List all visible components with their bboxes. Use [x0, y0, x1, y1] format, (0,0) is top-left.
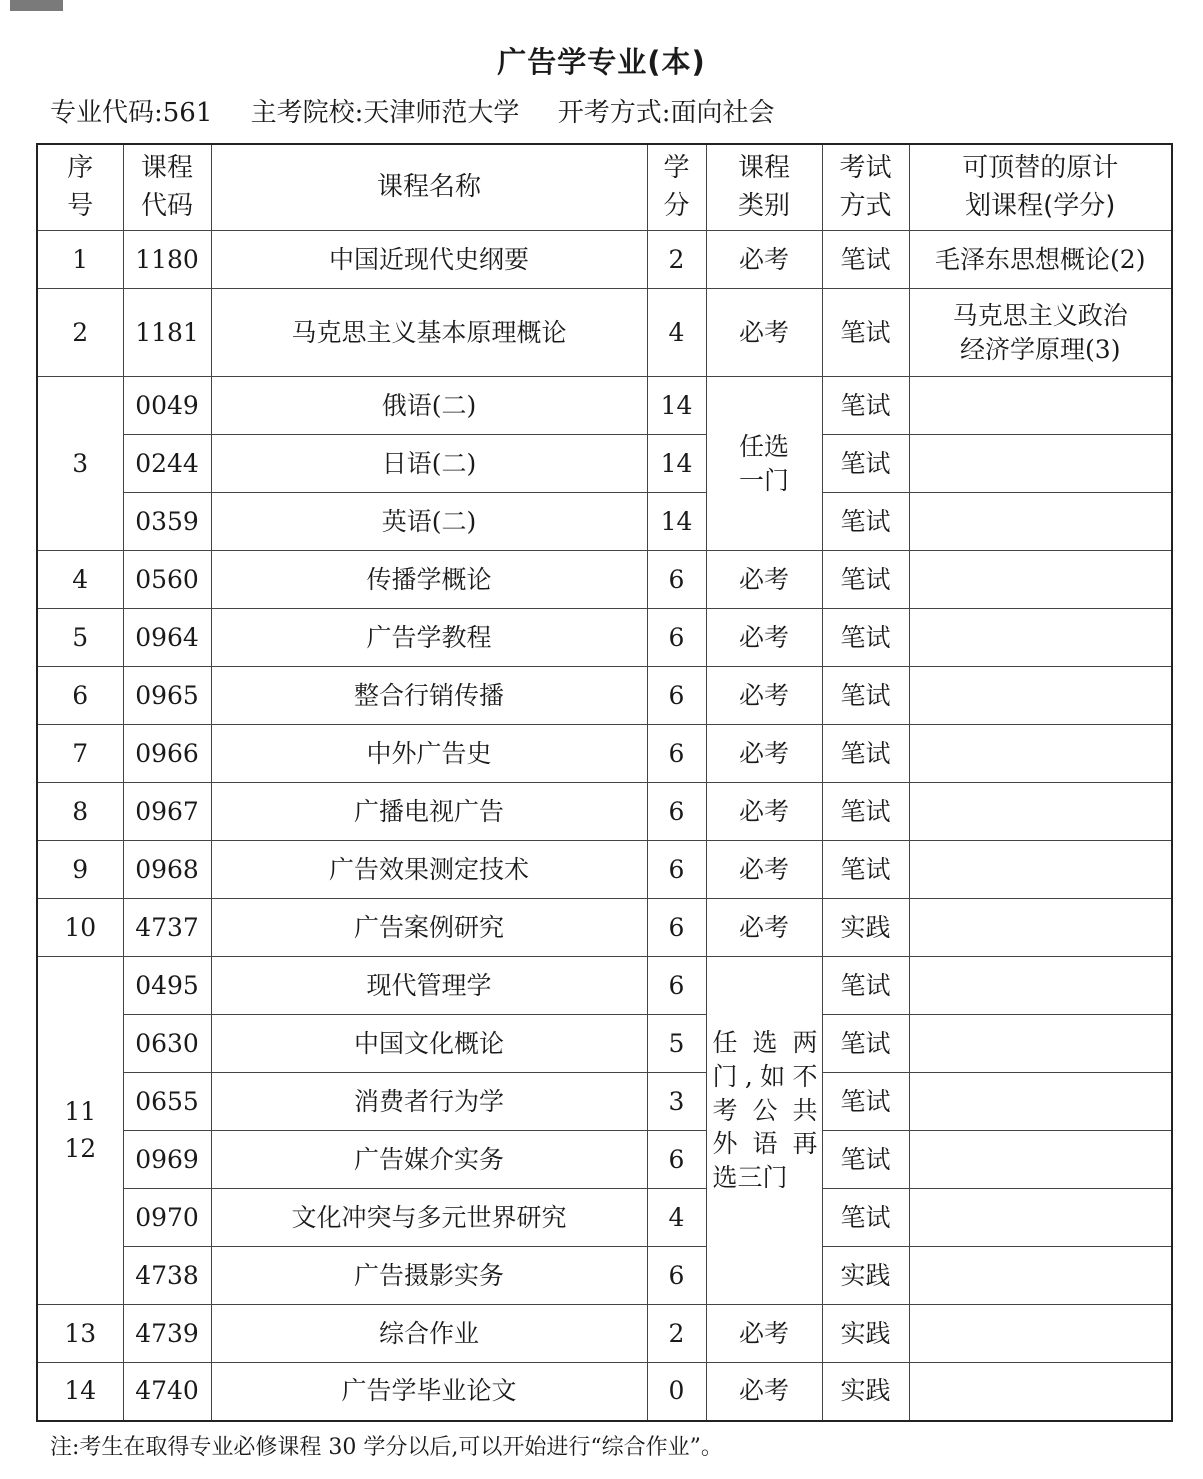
cell-name: 马克思主义基本原理概论	[211, 289, 647, 377]
cell-method: 笔试	[822, 609, 909, 667]
cell-name: 广告效果测定技术	[211, 841, 647, 899]
col-header-category: 课程 类别	[706, 144, 822, 231]
cell-code: 1180	[123, 231, 211, 289]
footnote: 注:考生在取得专业必修课程 30 学分以后,可以开始进行“综合作业”。	[50, 1435, 723, 1460]
cell-credit: 6	[647, 1131, 706, 1189]
cell-method: 笔试	[822, 841, 909, 899]
col-header-code: 课程 代码	[123, 144, 211, 231]
table-row	[37, 841, 1172, 899]
cell-credit: 4	[647, 1189, 706, 1247]
cell-replace	[909, 899, 1172, 957]
cell-category: 必考	[706, 667, 822, 725]
cell-replace	[909, 1305, 1172, 1363]
table-row	[37, 551, 1172, 609]
cell-code: 0966	[123, 725, 211, 783]
cell-credit: 14	[647, 435, 706, 493]
cell-name: 日语(二)	[211, 435, 647, 493]
cell-replace	[909, 667, 1172, 725]
cell-seq: 7	[37, 725, 123, 783]
table-row	[37, 783, 1172, 841]
cell-name: 整合行销传播	[211, 667, 647, 725]
table-row	[37, 493, 1172, 551]
cell-category: 任 选 两 门,如不 考 公 共 外 语 再 选三门	[706, 957, 822, 1305]
exam-school: 主考院校:天津师范大学	[250, 98, 520, 128]
cell-name: 广播电视广告	[211, 783, 647, 841]
cell-seq: 3	[37, 377, 123, 551]
cell-replace: 毛泽东思想概论(2)	[909, 231, 1172, 289]
cell-method: 笔试	[822, 1073, 909, 1131]
col-header-credit: 学 分	[647, 144, 706, 231]
page-title: 广告学专业(本)	[497, 45, 706, 79]
cell-credit: 3	[647, 1073, 706, 1131]
cell-code: 0655	[123, 1073, 211, 1131]
cell-name: 广告学毕业论文	[211, 1363, 647, 1421]
cell-code: 4738	[123, 1247, 211, 1305]
table-row	[37, 1015, 1172, 1073]
cell-credit: 6	[647, 783, 706, 841]
cell-credit: 6	[647, 667, 706, 725]
cell-name: 中外广告史	[211, 725, 647, 783]
cell-name: 广告案例研究	[211, 899, 647, 957]
cell-code: 0965	[123, 667, 211, 725]
cell-category: 必考	[706, 1363, 822, 1421]
cell-name: 广告媒介实务	[211, 1131, 647, 1189]
cell-method: 笔试	[822, 493, 909, 551]
cell-method: 笔试	[822, 1131, 909, 1189]
cell-replace	[909, 435, 1172, 493]
cell-credit: 14	[647, 493, 706, 551]
cell-method: 实践	[822, 1305, 909, 1363]
cell-name: 现代管理学	[211, 957, 647, 1015]
cell-replace	[909, 841, 1172, 899]
cell-name: 俄语(二)	[211, 377, 647, 435]
cell-method: 笔试	[822, 435, 909, 493]
exam-mode: 开考方式:面向社会	[557, 98, 775, 128]
cell-credit: 4	[647, 289, 706, 377]
table-row	[37, 1247, 1172, 1305]
cell-code: 0560	[123, 551, 211, 609]
cell-seq: 13	[37, 1305, 123, 1363]
cell-replace	[909, 1073, 1172, 1131]
major-meta	[50, 92, 804, 129]
course-table	[36, 143, 1173, 1422]
cell-credit: 5	[647, 1015, 706, 1073]
cell-method: 笔试	[822, 1189, 909, 1247]
cell-method: 笔试	[822, 1015, 909, 1073]
cell-code: 4737	[123, 899, 211, 957]
cell-credit: 2	[647, 1305, 706, 1363]
cell-seq: 10	[37, 899, 123, 957]
cell-replace	[909, 551, 1172, 609]
cell-replace	[909, 1189, 1172, 1247]
cell-method: 实践	[822, 1363, 909, 1421]
cell-code: 0630	[123, 1015, 211, 1073]
cell-method: 笔试	[822, 289, 909, 377]
cell-code: 0968	[123, 841, 211, 899]
table-row	[37, 609, 1172, 667]
cell-name: 广告摄影实务	[211, 1247, 647, 1305]
table-row	[37, 289, 1172, 377]
corner-mark	[10, 0, 63, 11]
cell-method: 笔试	[822, 231, 909, 289]
col-header-seq: 序 号	[37, 144, 123, 231]
cell-name: 中国近现代史纲要	[211, 231, 647, 289]
cell-replace	[909, 783, 1172, 841]
cell-replace	[909, 1247, 1172, 1305]
cell-category: 任选 一门	[706, 377, 822, 551]
cell-code: 1181	[123, 289, 211, 377]
cell-name: 文化冲突与多元世界研究	[211, 1189, 647, 1247]
table-row	[37, 725, 1172, 783]
cell-name: 英语(二)	[211, 493, 647, 551]
cell-method: 实践	[822, 899, 909, 957]
cell-method: 笔试	[822, 725, 909, 783]
table-row	[37, 377, 1172, 435]
cell-category: 必考	[706, 231, 822, 289]
cell-credit: 14	[647, 377, 706, 435]
table-row	[37, 1131, 1172, 1189]
cell-seq: 1	[37, 231, 123, 289]
cell-name: 消费者行为学	[211, 1073, 647, 1131]
table-row	[37, 1189, 1172, 1247]
cell-credit: 6	[647, 725, 706, 783]
cell-method: 笔试	[822, 667, 909, 725]
col-header-replace: 可顶替的原计 划课程(学分)	[909, 144, 1172, 231]
cell-method: 笔试	[822, 957, 909, 1015]
cell-method: 实践	[822, 1247, 909, 1305]
cell-name: 中国文化概论	[211, 1015, 647, 1073]
cell-code: 0970	[123, 1189, 211, 1247]
cell-method: 笔试	[822, 783, 909, 841]
cell-code: 0495	[123, 957, 211, 1015]
cell-credit: 6	[647, 1247, 706, 1305]
cell-method: 笔试	[822, 551, 909, 609]
cell-seq: 2	[37, 289, 123, 377]
cell-name: 传播学概论	[211, 551, 647, 609]
cell-credit: 2	[647, 231, 706, 289]
cell-code: 0359	[123, 493, 211, 551]
cell-category: 必考	[706, 609, 822, 667]
cell-seq: 5	[37, 609, 123, 667]
cell-credit: 6	[647, 957, 706, 1015]
cell-credit: 6	[647, 609, 706, 667]
table-row	[37, 957, 1172, 1015]
cell-method: 笔试	[822, 377, 909, 435]
cell-category: 必考	[706, 841, 822, 899]
cell-replace	[909, 493, 1172, 551]
table-row	[37, 899, 1172, 957]
cell-code: 0967	[123, 783, 211, 841]
cell-code: 0964	[123, 609, 211, 667]
major-code: 专业代码:561	[50, 98, 213, 128]
cell-code: 0969	[123, 1131, 211, 1189]
cell-seq: 6	[37, 667, 123, 725]
cell-category: 必考	[706, 783, 822, 841]
cell-category: 必考	[706, 551, 822, 609]
col-header-name: 课程名称	[211, 144, 647, 231]
cell-replace	[909, 1131, 1172, 1189]
cell-credit: 0	[647, 1363, 706, 1421]
table-row	[37, 231, 1172, 289]
cell-name: 综合作业	[211, 1305, 647, 1363]
cell-seq: 4	[37, 551, 123, 609]
cell-replace: 马克思主义政治 经济学原理(3)	[909, 289, 1172, 377]
cell-code: 0244	[123, 435, 211, 493]
cell-replace	[909, 1015, 1172, 1073]
cell-category: 必考	[706, 1305, 822, 1363]
cell-seq: 9	[37, 841, 123, 899]
table-row	[37, 1363, 1172, 1421]
cell-seq: 11 12	[37, 957, 123, 1305]
table-row	[37, 1305, 1172, 1363]
cell-seq: 14	[37, 1363, 123, 1421]
cell-replace	[909, 957, 1172, 1015]
cell-category: 必考	[706, 289, 822, 377]
table-row	[37, 1073, 1172, 1131]
cell-credit: 6	[647, 899, 706, 957]
cell-credit: 6	[647, 841, 706, 899]
cell-replace	[909, 725, 1172, 783]
cell-replace	[909, 1363, 1172, 1421]
cell-seq: 8	[37, 783, 123, 841]
table-row	[37, 667, 1172, 725]
cell-credit: 6	[647, 551, 706, 609]
cell-category: 必考	[706, 725, 822, 783]
cell-code: 4740	[123, 1363, 211, 1421]
table-row	[37, 435, 1172, 493]
cell-category: 必考	[706, 899, 822, 957]
cell-replace	[909, 609, 1172, 667]
cell-replace	[909, 377, 1172, 435]
col-header-method: 考试 方式	[822, 144, 909, 231]
cell-name: 广告学教程	[211, 609, 647, 667]
cell-code: 4739	[123, 1305, 211, 1363]
cell-code: 0049	[123, 377, 211, 435]
table-header-row	[37, 144, 1172, 231]
